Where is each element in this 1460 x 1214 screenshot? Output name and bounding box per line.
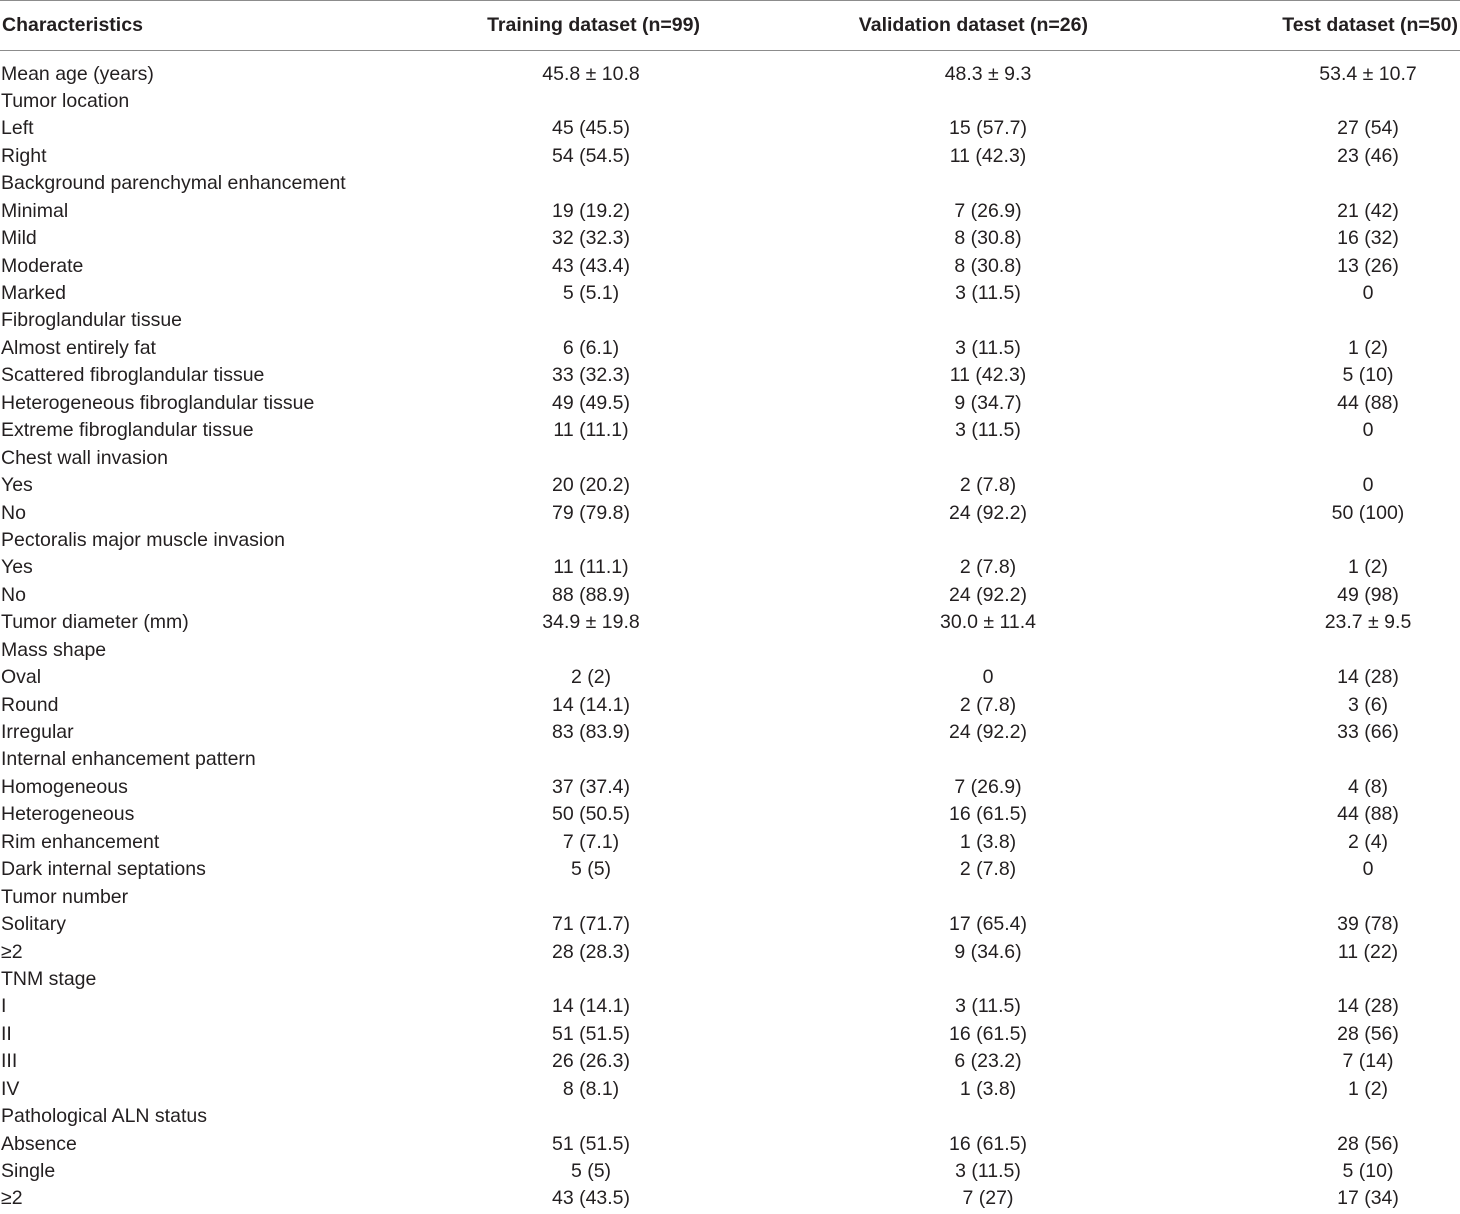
cell-training: 88 (88.9) — [551, 583, 631, 606]
cell-test — [1243, 884, 1460, 911]
cell-training: 14 (14.1) — [551, 995, 631, 1018]
table-row — [0, 170, 1460, 197]
cell-validation: 6 (23.2) — [954, 1050, 1022, 1073]
table-row — [0, 719, 1460, 746]
cell-characteristic: No — [1, 501, 26, 524]
cell-validation: 15 (57.7) — [948, 117, 1028, 140]
cell-characteristic: Chest wall invasion — [1, 446, 168, 469]
table-row — [0, 335, 1460, 362]
cell-training: 14 (14.1) — [551, 693, 631, 716]
cell-validation — [763, 637, 1213, 664]
cell-validation: 11 (42.3) — [949, 144, 1027, 167]
cell-validation: 3 (11.5) — [955, 1160, 1021, 1183]
cell-characteristic: Homogeneous — [1, 775, 128, 798]
table-row — [0, 609, 1460, 636]
cell-characteristic: No — [1, 583, 26, 606]
cell-validation — [763, 170, 1213, 197]
cell-training: 6 (6.1) — [562, 336, 620, 359]
cell-training: 8 (8.1) — [562, 1077, 620, 1100]
cell-training: 32 (32.3) — [551, 227, 631, 250]
cell-validation — [763, 966, 1213, 993]
cell-test: 0 — [1362, 474, 1374, 497]
cell-test: 13 (26) — [1337, 254, 1399, 277]
cell-validation: 0 — [982, 666, 994, 689]
cell-test: 21 (42) — [1337, 199, 1399, 222]
cell-characteristic: Moderate — [1, 254, 84, 277]
cell-validation: 3 (11.5) — [955, 995, 1021, 1018]
cell-characteristic: Oval — [1, 666, 42, 689]
cell-characteristic: IV — [1, 1077, 20, 1100]
cell-validation — [763, 445, 1213, 472]
cell-training: 33 (32.3) — [551, 364, 631, 387]
cell-characteristic: Irregular — [1, 721, 74, 744]
table-row — [0, 856, 1460, 883]
cell-characteristic: Single — [1, 1160, 56, 1183]
cell-test: 1 (2) — [1347, 1077, 1389, 1100]
cell-validation — [763, 88, 1213, 115]
cell-training: 11 (11.1) — [553, 419, 629, 442]
cell-validation: 3 (11.5) — [955, 336, 1021, 359]
table-row — [0, 1021, 1460, 1048]
cell-characteristic: Solitary — [1, 913, 67, 936]
cell-characteristic: I — [1, 995, 7, 1018]
header-validation: Validation dataset (n=26) — [760, 1, 1210, 51]
table-row — [0, 774, 1460, 801]
cell-test: 23.7 ± 9.5 — [1324, 611, 1412, 634]
cell-characteristic: Tumor number — [1, 885, 129, 908]
cell-characteristic: Pathological ALN status — [1, 1105, 207, 1128]
cell-test: 14 (28) — [1337, 666, 1399, 689]
cell-validation: 16 (61.5) — [948, 803, 1028, 826]
cell-characteristic: Rim enhancement — [1, 830, 160, 853]
table-body — [0, 51, 1460, 1213]
cell-characteristic: Left — [1, 117, 34, 140]
cell-test: 4 (8) — [1347, 775, 1389, 798]
cell-test: 16 (32) — [1337, 227, 1399, 250]
cell-validation: 9 (34.6) — [954, 940, 1022, 963]
table-row — [0, 664, 1460, 691]
cell-training: 43 (43.5) — [551, 1187, 631, 1210]
table-row — [0, 500, 1460, 527]
cell-test: 53.4 ± 10.7 — [1319, 62, 1417, 85]
cell-validation: 30.0 ± 11.4 — [940, 611, 1036, 634]
cell-validation: 3 (11.5) — [955, 282, 1021, 305]
cell-characteristic: Mass shape — [1, 638, 107, 661]
table-row — [0, 692, 1460, 719]
cell-validation — [763, 527, 1213, 554]
table-row — [0, 225, 1460, 252]
header-training: Training dataset (n=99) — [420, 1, 760, 51]
table-row — [0, 1076, 1460, 1103]
cell-characteristic: Pectoralis major muscle invasion — [1, 528, 285, 551]
cell-validation: 1 (3.8) — [959, 1077, 1017, 1100]
cell-test — [1243, 445, 1460, 472]
cell-characteristic: Heterogeneous — [1, 803, 135, 826]
cell-training — [421, 308, 761, 335]
cell-training: 83 (83.9) — [551, 721, 631, 744]
table-row — [0, 911, 1460, 938]
table-row — [0, 554, 1460, 581]
cell-validation — [763, 308, 1213, 335]
cell-test: 50 (100) — [1331, 501, 1405, 524]
cell-characteristic: Tumor location — [1, 89, 130, 112]
cell-characteristic: Yes — [1, 474, 33, 497]
cell-validation: 8 (30.8) — [954, 227, 1022, 250]
cell-validation: 7 (27) — [962, 1187, 1014, 1210]
cell-characteristic: Marked — [1, 282, 67, 305]
cell-validation — [763, 747, 1213, 774]
table-row — [0, 939, 1460, 966]
table-row — [0, 88, 1460, 115]
cell-validation: 16 (61.5) — [948, 1132, 1028, 1155]
cell-test: 28 (56) — [1337, 1022, 1399, 1045]
table-row — [0, 829, 1460, 856]
cell-test: 11 (22) — [1337, 940, 1399, 963]
table-row — [0, 115, 1460, 142]
cell-training — [421, 88, 761, 115]
cell-test: 39 (78) — [1337, 913, 1399, 936]
cell-training: 7 (7.1) — [562, 830, 620, 853]
table-row — [0, 582, 1460, 609]
cell-training: 49 (49.5) — [551, 391, 631, 414]
table-row — [0, 1048, 1460, 1075]
cell-test: 0 — [1362, 858, 1374, 881]
table-header — [0, 1, 1460, 51]
cell-training — [421, 747, 761, 774]
cell-test — [1243, 527, 1460, 554]
cell-validation: 24 (92.2) — [948, 501, 1028, 524]
cell-training: 50 (50.5) — [551, 803, 631, 826]
cell-training: 51 (51.5) — [551, 1132, 631, 1155]
table-row — [0, 198, 1460, 225]
table-row — [0, 280, 1460, 307]
cell-validation: 16 (61.5) — [948, 1022, 1028, 1045]
cell-characteristic: Fibroglandular tissue — [1, 309, 183, 332]
cell-validation: 3 (11.5) — [955, 419, 1021, 442]
cell-test: 23 (46) — [1337, 144, 1399, 167]
cell-test: 3 (6) — [1347, 693, 1389, 716]
cell-validation: 2 (7.8) — [959, 556, 1017, 579]
cell-test: 5 (10) — [1342, 364, 1394, 387]
cell-validation: 17 (65.4) — [948, 913, 1028, 936]
table-row — [0, 637, 1460, 664]
cell-validation: 1 (3.8) — [959, 830, 1017, 853]
cell-characteristic: Right — [1, 144, 47, 167]
cell-training — [421, 884, 761, 911]
table-row — [0, 51, 1460, 89]
header-row — [0, 1, 1460, 51]
cell-training: 54 (54.5) — [551, 144, 631, 167]
cell-validation: 11 (42.3) — [949, 364, 1027, 387]
cell-training: 5 (5.1) — [562, 282, 620, 305]
cell-test — [1243, 308, 1460, 335]
cell-characteristic: Yes — [1, 556, 33, 579]
cell-characteristic: III — [1, 1050, 18, 1073]
cell-test: 2 (4) — [1347, 830, 1389, 853]
cell-validation: 2 (7.8) — [959, 693, 1017, 716]
cell-training — [421, 445, 761, 472]
cell-training: 26 (26.3) — [551, 1050, 631, 1073]
cell-training — [421, 637, 761, 664]
cell-characteristic: Round — [1, 693, 59, 716]
cell-test — [1243, 966, 1460, 993]
cell-validation: 8 (30.8) — [954, 254, 1022, 277]
cell-test: 0 — [1362, 419, 1374, 442]
cell-characteristic: Scattered fibroglandular tissue — [1, 364, 265, 387]
cell-characteristic: Internal enhancement pattern — [1, 748, 256, 771]
cell-test: 44 (88) — [1337, 803, 1399, 826]
table-row — [0, 1158, 1460, 1185]
cell-training: 28 (28.3) — [551, 940, 631, 963]
cell-characteristic: ≥2 — [1, 940, 23, 963]
cell-training: 71 (71.7) — [551, 913, 631, 936]
cell-test: 17 (34) — [1337, 1187, 1399, 1210]
table-row — [0, 966, 1460, 993]
table-row — [0, 143, 1460, 170]
table-row — [0, 747, 1460, 774]
table-row — [0, 1131, 1460, 1158]
table-row — [0, 1103, 1460, 1130]
cell-characteristic: Background parenchymal enhancement — [1, 172, 346, 195]
cell-training: 79 (79.8) — [551, 501, 631, 524]
cell-training: 45.8 ± 10.8 — [542, 62, 640, 85]
cell-test: 49 (98) — [1337, 583, 1399, 606]
cell-validation: 9 (34.7) — [954, 391, 1022, 414]
cell-training: 19 (19.2) — [551, 199, 631, 222]
cell-validation: 24 (92.2) — [948, 721, 1028, 744]
cell-test: 5 (10) — [1342, 1160, 1394, 1183]
cell-training: 37 (37.4) — [551, 775, 631, 798]
table-row — [0, 527, 1460, 554]
cell-test: 1 (2) — [1347, 336, 1389, 359]
cell-training — [421, 527, 761, 554]
table-row — [0, 253, 1460, 280]
header-characteristics: Characteristics — [0, 1, 420, 51]
cell-training — [421, 966, 761, 993]
table-row — [0, 362, 1460, 389]
table-row — [0, 801, 1460, 828]
cell-characteristic: Minimal — [1, 199, 69, 222]
cell-test: 28 (56) — [1337, 1132, 1399, 1155]
cell-training: 34.9 ± 19.8 — [542, 611, 640, 634]
cell-training: 5 (5) — [570, 1160, 612, 1183]
cell-test — [1243, 637, 1460, 664]
cell-training: 5 (5) — [570, 858, 612, 881]
cell-validation — [763, 1103, 1213, 1130]
cell-characteristic: Dark internal septations — [1, 858, 206, 881]
cell-test — [1243, 170, 1460, 197]
table-row — [0, 1186, 1460, 1213]
table-row — [0, 417, 1460, 444]
cell-training — [421, 1103, 761, 1130]
cell-training — [421, 170, 761, 197]
cell-characteristic: TNM stage — [1, 967, 97, 990]
header-test: Test dataset (n=50) — [1210, 1, 1460, 51]
cell-test — [1243, 747, 1460, 774]
table-row — [0, 308, 1460, 335]
cell-training: 11 (11.1) — [553, 556, 629, 579]
cell-characteristic: Mild — [1, 227, 37, 250]
cell-validation: 24 (92.2) — [948, 583, 1028, 606]
cell-training: 43 (43.4) — [551, 254, 631, 277]
cell-test: 14 (28) — [1337, 995, 1399, 1018]
cell-validation: 7 (26.9) — [954, 775, 1022, 798]
cell-characteristic: Almost entirely fat — [1, 336, 156, 359]
cell-characteristic: II — [1, 1022, 12, 1045]
cell-training: 2 (2) — [570, 666, 612, 689]
cell-validation: 2 (7.8) — [959, 474, 1017, 497]
table-row — [0, 993, 1460, 1020]
table-row — [0, 390, 1460, 417]
cell-validation: 48.3 ± 9.3 — [944, 62, 1032, 85]
table-row — [0, 445, 1460, 472]
cell-test: 27 (54) — [1337, 117, 1399, 140]
cell-characteristic: Absence — [1, 1132, 77, 1155]
cell-characteristic: Mean age (years) — [1, 62, 154, 85]
cell-characteristic: ≥2 — [1, 1187, 23, 1210]
cell-test: 44 (88) — [1337, 391, 1399, 414]
cell-test: 7 (14) — [1342, 1050, 1394, 1073]
cell-test: 1 (2) — [1347, 556, 1389, 579]
cell-test: 33 (66) — [1337, 721, 1399, 744]
cell-validation — [763, 884, 1213, 911]
cell-training: 45 (45.5) — [551, 117, 631, 140]
cell-test: 0 — [1362, 282, 1374, 305]
cell-training: 51 (51.5) — [551, 1022, 631, 1045]
cell-validation: 2 (7.8) — [959, 858, 1017, 881]
cell-test — [1243, 1103, 1460, 1130]
cell-characteristic: Heterogeneous fibroglandular tissue — [1, 391, 315, 414]
cell-test — [1243, 88, 1460, 115]
cell-characteristic: Tumor diameter (mm) — [1, 611, 189, 634]
cell-characteristic: Extreme fibroglandular tissue — [1, 419, 254, 442]
table-row — [0, 884, 1460, 911]
cell-validation: 7 (26.9) — [954, 199, 1022, 222]
table-row — [0, 472, 1460, 499]
cell-training: 20 (20.2) — [551, 474, 631, 497]
